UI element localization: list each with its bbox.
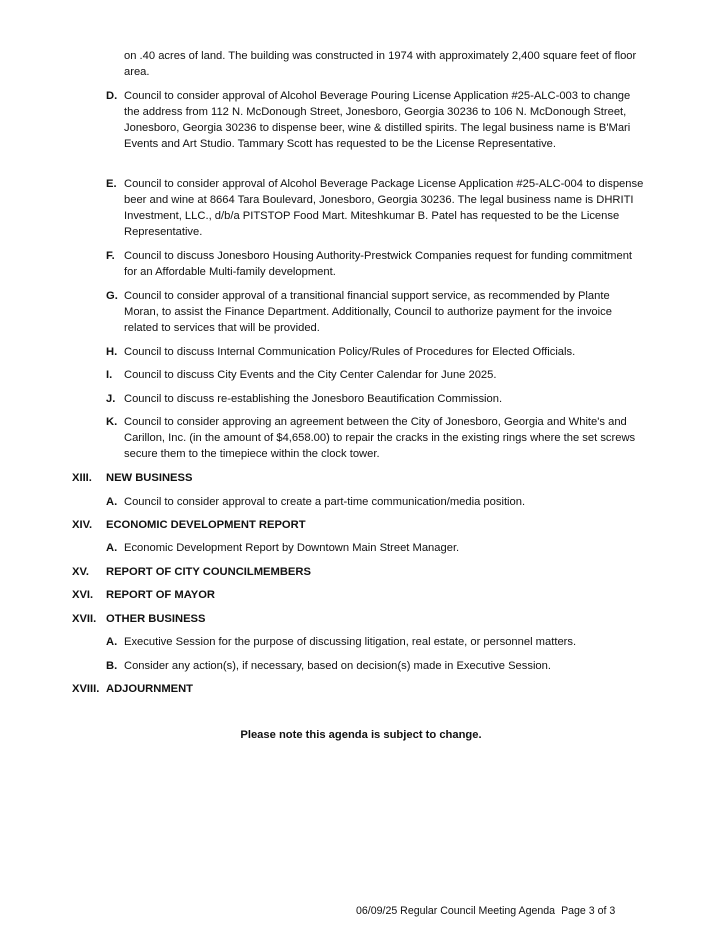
section-title: ADJOURNMENT: [106, 683, 194, 695]
footer-meeting-title: 06/09/25 Regular Council Meeting Agenda: [356, 905, 556, 917]
item-letter: D.: [106, 90, 118, 102]
section-number: XV.: [72, 566, 90, 578]
section-title: OTHER BUSINESS: [106, 613, 206, 625]
item-letter: E.: [106, 178, 117, 190]
agenda-item-other-business-a: [106, 634, 646, 650]
agenda-item-j: [106, 391, 646, 407]
item-letter: F.: [106, 250, 115, 262]
section-number: XVIII.: [72, 683, 100, 695]
item-text: Economic Development Report by Downtown Main Street Manager.: [124, 542, 460, 554]
item-text: Council to discuss Internal Communication Policy/Rules of Procedures for Elected Officials.: [124, 346, 576, 358]
page-footer: [356, 903, 615, 919]
item-text: Council to consider approval of Alcohol Beverage Package License Application #25-ALC-004 to dispense beer and wine at 8664 Tara Boulevard, Jonesboro, Georgia 30236. The legal business name is DHRITI Investment, LLC., d/b/a PITSTOP Food Mart. Miteshkumar B. Patel has requested to be the License Representative.: [124, 178, 644, 238]
item-letter: A.: [106, 496, 118, 508]
agenda-item-e: [106, 176, 646, 240]
section-number: XIII.: [72, 472, 92, 484]
item-letter: K.: [106, 416, 118, 428]
item-letter: B.: [106, 660, 118, 672]
section-title: ECONOMIC DEVELOPMENT REPORT: [106, 519, 306, 531]
item-text: Council to discuss Jonesboro Housing Authority-Prestwick Companies request for funding commitment for an Affordable Multi-family development.: [124, 250, 633, 278]
item-text: Council to consider approving an agreement between the City of Jonesboro, Georgia and White's and Carillon, Inc. (in the amount of $4,658.00) to repair the cracks in the existing rings where the set screws secure them to the timepiece within the clock tower.: [124, 416, 636, 460]
agenda-item-economic-development-a: [106, 540, 646, 556]
agenda-change-note: Please note this agenda is subject to change.: [240, 729, 482, 741]
item-text: Council to consider approval to create a part-time communication/media position.: [124, 496, 526, 508]
item-letter: H.: [106, 346, 118, 358]
item-text: Council to discuss re-establishing the Jonesboro Beautification Commission.: [124, 393, 503, 405]
section-title: REPORT OF MAYOR: [106, 589, 215, 601]
item-text: Council to discuss City Events and the City Center Calendar for June 2025.: [124, 369, 497, 381]
agenda-item-h: [106, 344, 646, 360]
item-text: Council to consider approval of Alcohol Beverage Pouring License Application #25-ALC-003 to change the address from 112 N. McDonough Street, Jonesboro, Georgia 30236 to 106 N. McDonough Street, Jonesboro, Georgia 30236 to dispense beer, wine & distilled spirits. The legal business name is B'Mari Events and Art Studio. Tammary Scott has requested to be the License Representative.: [124, 90, 631, 150]
item-letter: G.: [106, 290, 118, 302]
agenda-item-other-business-b: [106, 658, 646, 674]
section-number: XIV.: [72, 519, 93, 531]
section-title: NEW BUSINESS: [106, 472, 193, 484]
agenda-item-d: [106, 88, 646, 152]
item-letter: I.: [106, 369, 113, 381]
item-letter: A.: [106, 542, 118, 554]
agenda-item-k: [106, 414, 646, 462]
section-number: XVII.: [72, 613, 97, 625]
item-letter: A.: [106, 636, 118, 648]
item-text: Council to consider approval of a transitional financial support service, as recommended by Plante Moran, to assist the Finance Department. Additionally, Council to authorize payment for the invoice related to services that will be provided.: [124, 290, 612, 334]
agenda-item-g: [106, 288, 646, 336]
continuation-paragraph: on .40 acres of land. The building was constructed in 1974 with approximately 2,400 square feet of floor area.: [124, 50, 637, 78]
agenda-item-i: [106, 367, 646, 383]
item-text: Consider any action(s), if necessary, based on decision(s) made in Executive Session.: [124, 660, 551, 672]
footer-page-number: Page 3 of 3: [561, 905, 616, 917]
agenda-item-new-business-a: [106, 494, 646, 510]
section-title: REPORT OF CITY COUNCILMEMBERS: [106, 566, 311, 578]
section-number: XVI.: [72, 589, 94, 601]
agenda-item-f: [106, 248, 646, 280]
item-letter: J.: [106, 393, 116, 405]
item-text: Executive Session for the purpose of discussing litigation, real estate, or personnel matters.: [124, 636, 577, 648]
